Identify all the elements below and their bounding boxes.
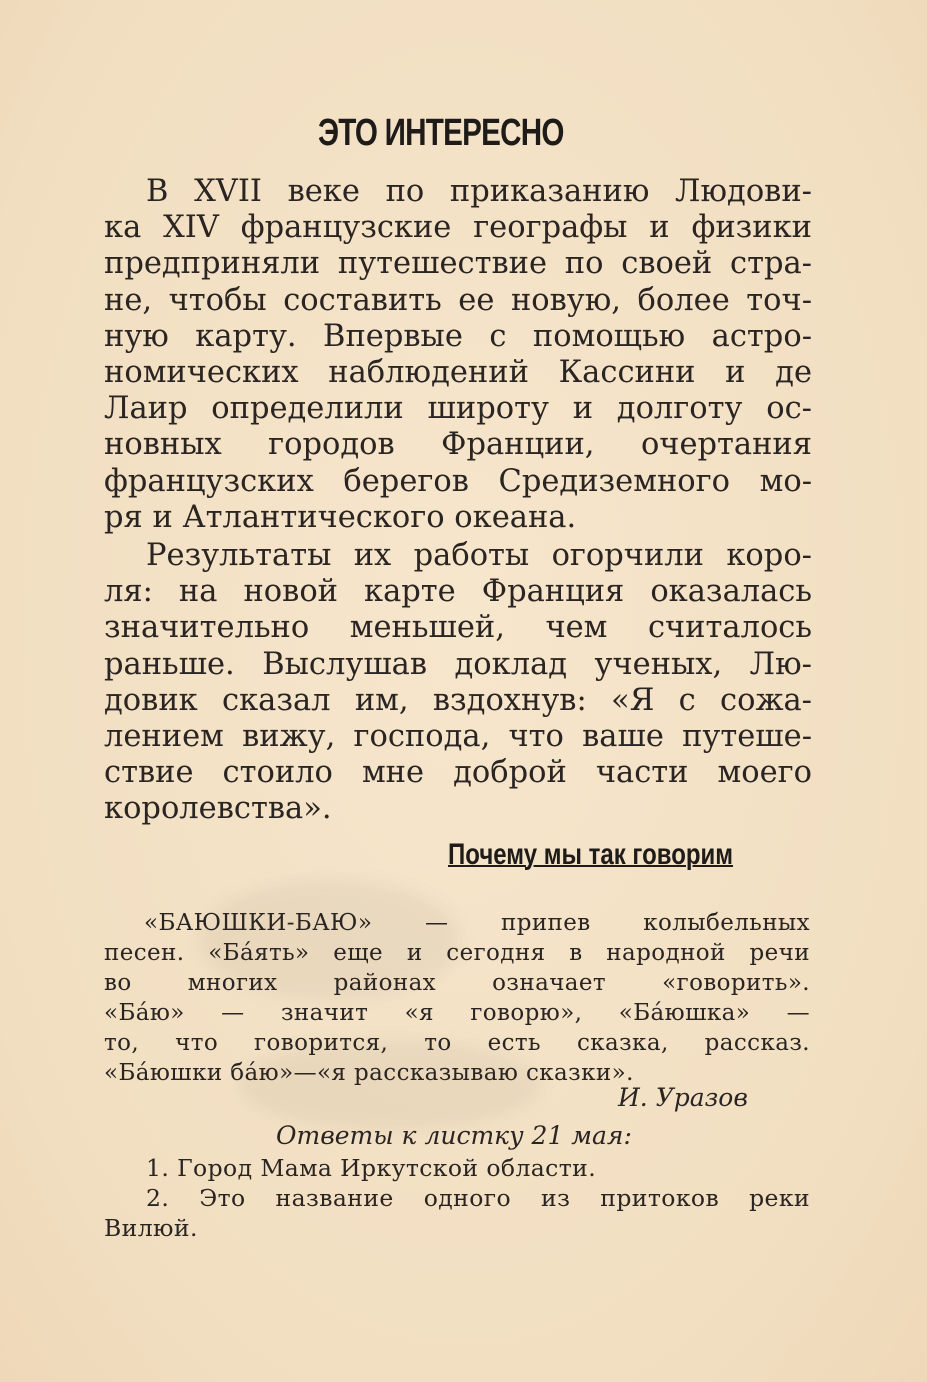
text-line: значительно меньшей, чем считалось bbox=[104, 610, 812, 646]
article-paragraph-3 bbox=[104, 908, 810, 1088]
text-line: Лаир определили широту и долготу ос- bbox=[104, 391, 812, 427]
answer-item: 2. Это название одного из притоков реки bbox=[146, 1184, 810, 1212]
section-heading-why-we-say: Почему мы так говорим bbox=[448, 838, 734, 871]
author-signature: И. Уразов bbox=[618, 1083, 748, 1112]
text-line: «Ба́юшки ба́ю»—«я рассказываю сказки». bbox=[104, 1060, 634, 1086]
text-line: раньше. Выслушав доклад ученых, Лю- bbox=[104, 646, 812, 682]
answers-title: Ответы к листку 21 мая: bbox=[276, 1121, 632, 1150]
text-line: во многих районах означает «говорить». bbox=[104, 970, 810, 996]
article-paragraph-2 bbox=[104, 538, 812, 828]
text-line: песен. «Ба́ять» еще и сегодня в народной речи bbox=[104, 940, 810, 966]
section-heading-interesting bbox=[312, 112, 612, 155]
text-line: «Ба́ю» — значит «я говорю», «Ба́юшка» — bbox=[104, 1000, 810, 1026]
answers-list bbox=[104, 1153, 810, 1243]
text-line: французских берегов Средиземного мо- bbox=[104, 463, 812, 499]
text-line: «БАЮШКИ-БАЮ» — припев колыбельных bbox=[144, 910, 810, 936]
text-line: ствие стоило мне доброй части моего bbox=[104, 755, 812, 791]
text-line: ря и Атлантического океана. bbox=[104, 499, 577, 535]
article-paragraph-1 bbox=[104, 174, 812, 536]
text-line: номических наблюдений Кассини и де bbox=[104, 354, 812, 390]
text-line: новных городов Франции, очертания bbox=[104, 427, 812, 463]
answer-item: 1. Город Мама Иркутской области. bbox=[146, 1154, 597, 1182]
text-line: то, что говорится, то есть сказка, рассказ. bbox=[104, 1030, 810, 1056]
answer-item: Вилюй. bbox=[104, 1214, 198, 1242]
text-line: ля: на новой карте Франция оказалась bbox=[104, 574, 812, 610]
text-line: предприняли путешествие по своей стра- bbox=[104, 246, 812, 282]
text-line: В XVII веке по приказанию Людови- bbox=[146, 174, 812, 209]
text-line: не, чтобы составить ее новую, более точ- bbox=[104, 282, 812, 318]
text-line: королевства». bbox=[104, 791, 332, 827]
text-line: лением вижу, господа, что ваше путеше- bbox=[104, 718, 812, 754]
text-line: ка XIV французские географы и физики bbox=[104, 210, 812, 246]
text-line: довик сказал им, вздохнув: «Я с сожа- bbox=[104, 682, 812, 718]
text-line: ную карту. Впервые с помощью астро- bbox=[104, 318, 812, 354]
heading-title: ЭТО ИНТЕРЕСНО bbox=[318, 112, 564, 154]
text-line: Результаты их работы огорчили коро- bbox=[146, 538, 812, 573]
